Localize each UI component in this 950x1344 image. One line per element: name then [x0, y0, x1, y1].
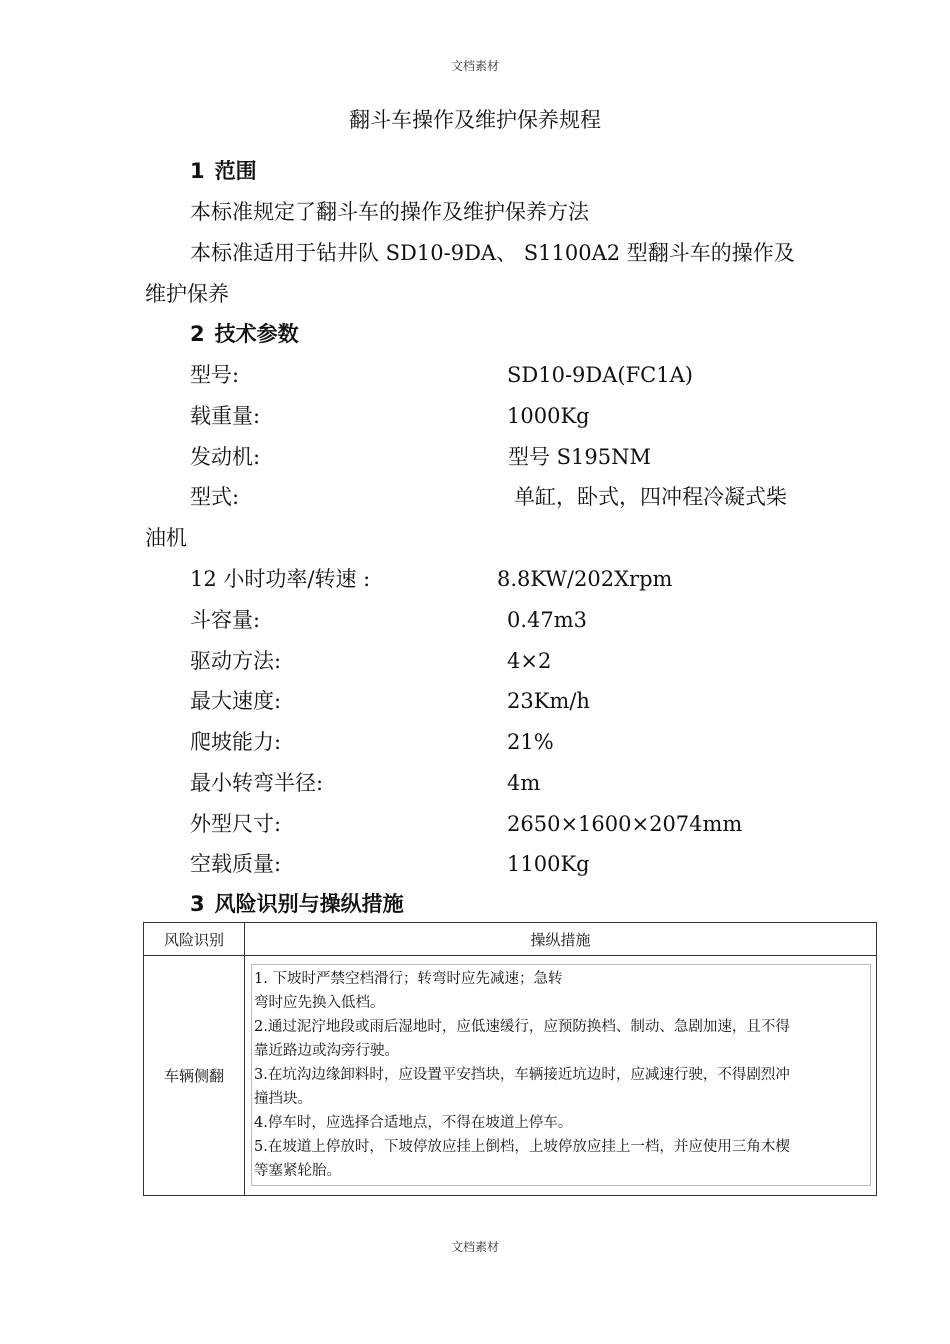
measure-line: 3.在坑沟边缘卸料时，应设置平安挡块，车辆接近坑边时，应减速行驶，不得剧烈冲	[254, 1067, 790, 1083]
section-title: 范围	[214, 159, 257, 183]
scope-line-2: 本标准适用于钻井队 SD10-9DA、 S1100A2 型翻斗车的操作及	[190, 241, 795, 265]
measure-line: 5.在坡道上停放时，下坡停放应挂上倒档，上坡停放应挂上一档，并应使用三角木楔	[254, 1139, 790, 1155]
param-value: 1100Kg	[507, 852, 590, 876]
param-value-continuation: 油机	[145, 526, 187, 550]
param-label: 驱动方法:	[190, 649, 282, 673]
param-label: 12 小时功率/转速 :	[190, 567, 371, 591]
param-value: 8.8KW/202Xrpm	[497, 567, 673, 591]
section-1-heading	[190, 158, 257, 184]
param-value: 单缸，卧式，四冲程冷凝式柴	[514, 485, 787, 509]
measure-line: 靠近路边或沟旁行驶。	[254, 1043, 399, 1059]
measure-line: 2.通过泥泞地段或雨后湿地时，应低速缓行，应预防换档、制动、急剧加速，且不得	[254, 1019, 790, 1035]
param-label: 斗容量:	[190, 608, 261, 632]
table-row	[144, 956, 877, 1196]
section-number: 2	[190, 322, 205, 346]
document-title: 翻斗车操作及维护保养规程	[349, 108, 601, 132]
page-footer: 文档素材	[450, 1240, 499, 1254]
measures-list	[251, 964, 871, 1186]
param-label: 型号:	[190, 363, 240, 387]
measure-line: 1. 下坡时严禁空档滑行；转弯时应先减速；急转	[254, 971, 563, 987]
param-value: 型号 S195NM	[508, 445, 652, 469]
table-header-row	[144, 923, 877, 956]
param-value: 0.47m3	[507, 608, 588, 632]
param-value: SD10-9DA(FC1A)	[507, 363, 693, 387]
risk-cell: 车辆侧翻	[144, 956, 245, 1196]
measure-line: 等塞紧轮胎。	[254, 1163, 341, 1179]
param-label: 型式:	[190, 485, 240, 509]
section-2-heading	[190, 321, 299, 347]
risk-table	[143, 922, 877, 1196]
section-title: 技术参数	[214, 322, 299, 346]
section-number: 1	[190, 159, 205, 183]
param-value: 23Km/h	[507, 689, 590, 713]
param-label: 最大速度:	[190, 689, 282, 713]
measure-line: 撞挡块。	[254, 1091, 312, 1107]
section-number: 3	[190, 892, 205, 916]
column-header-measures: 操纵措施	[245, 923, 877, 956]
measure-line: 弯时应先换入低档。	[254, 995, 385, 1011]
param-value: 21%	[507, 730, 554, 754]
measure-line: 4.停车时，应选择合适地点，不得在坡道上停车。	[254, 1115, 573, 1131]
section-3-heading	[190, 891, 404, 917]
param-label: 空载质量:	[190, 852, 282, 876]
param-value: 4m	[507, 771, 541, 795]
param-value: 2650×1600×2074mm	[507, 812, 743, 836]
param-value: 1000Kg	[507, 404, 590, 428]
section-title: 风险识别与操纵措施	[214, 892, 404, 916]
param-label: 爬坡能力:	[190, 730, 282, 754]
param-label: 外型尺寸:	[190, 812, 282, 836]
param-value: 4×2	[507, 649, 552, 673]
param-label: 载重量:	[190, 404, 261, 428]
param-label: 发动机:	[190, 445, 261, 469]
measures-cell	[245, 956, 877, 1196]
column-header-risk: 风险识别	[144, 923, 245, 956]
page-header: 文档素材	[450, 59, 499, 73]
scope-line-3: 维护保养	[145, 282, 229, 306]
param-label: 最小转弯半径:	[190, 771, 324, 795]
scope-line-1: 本标准规定了翻斗车的操作及维护保养方法	[190, 200, 589, 224]
